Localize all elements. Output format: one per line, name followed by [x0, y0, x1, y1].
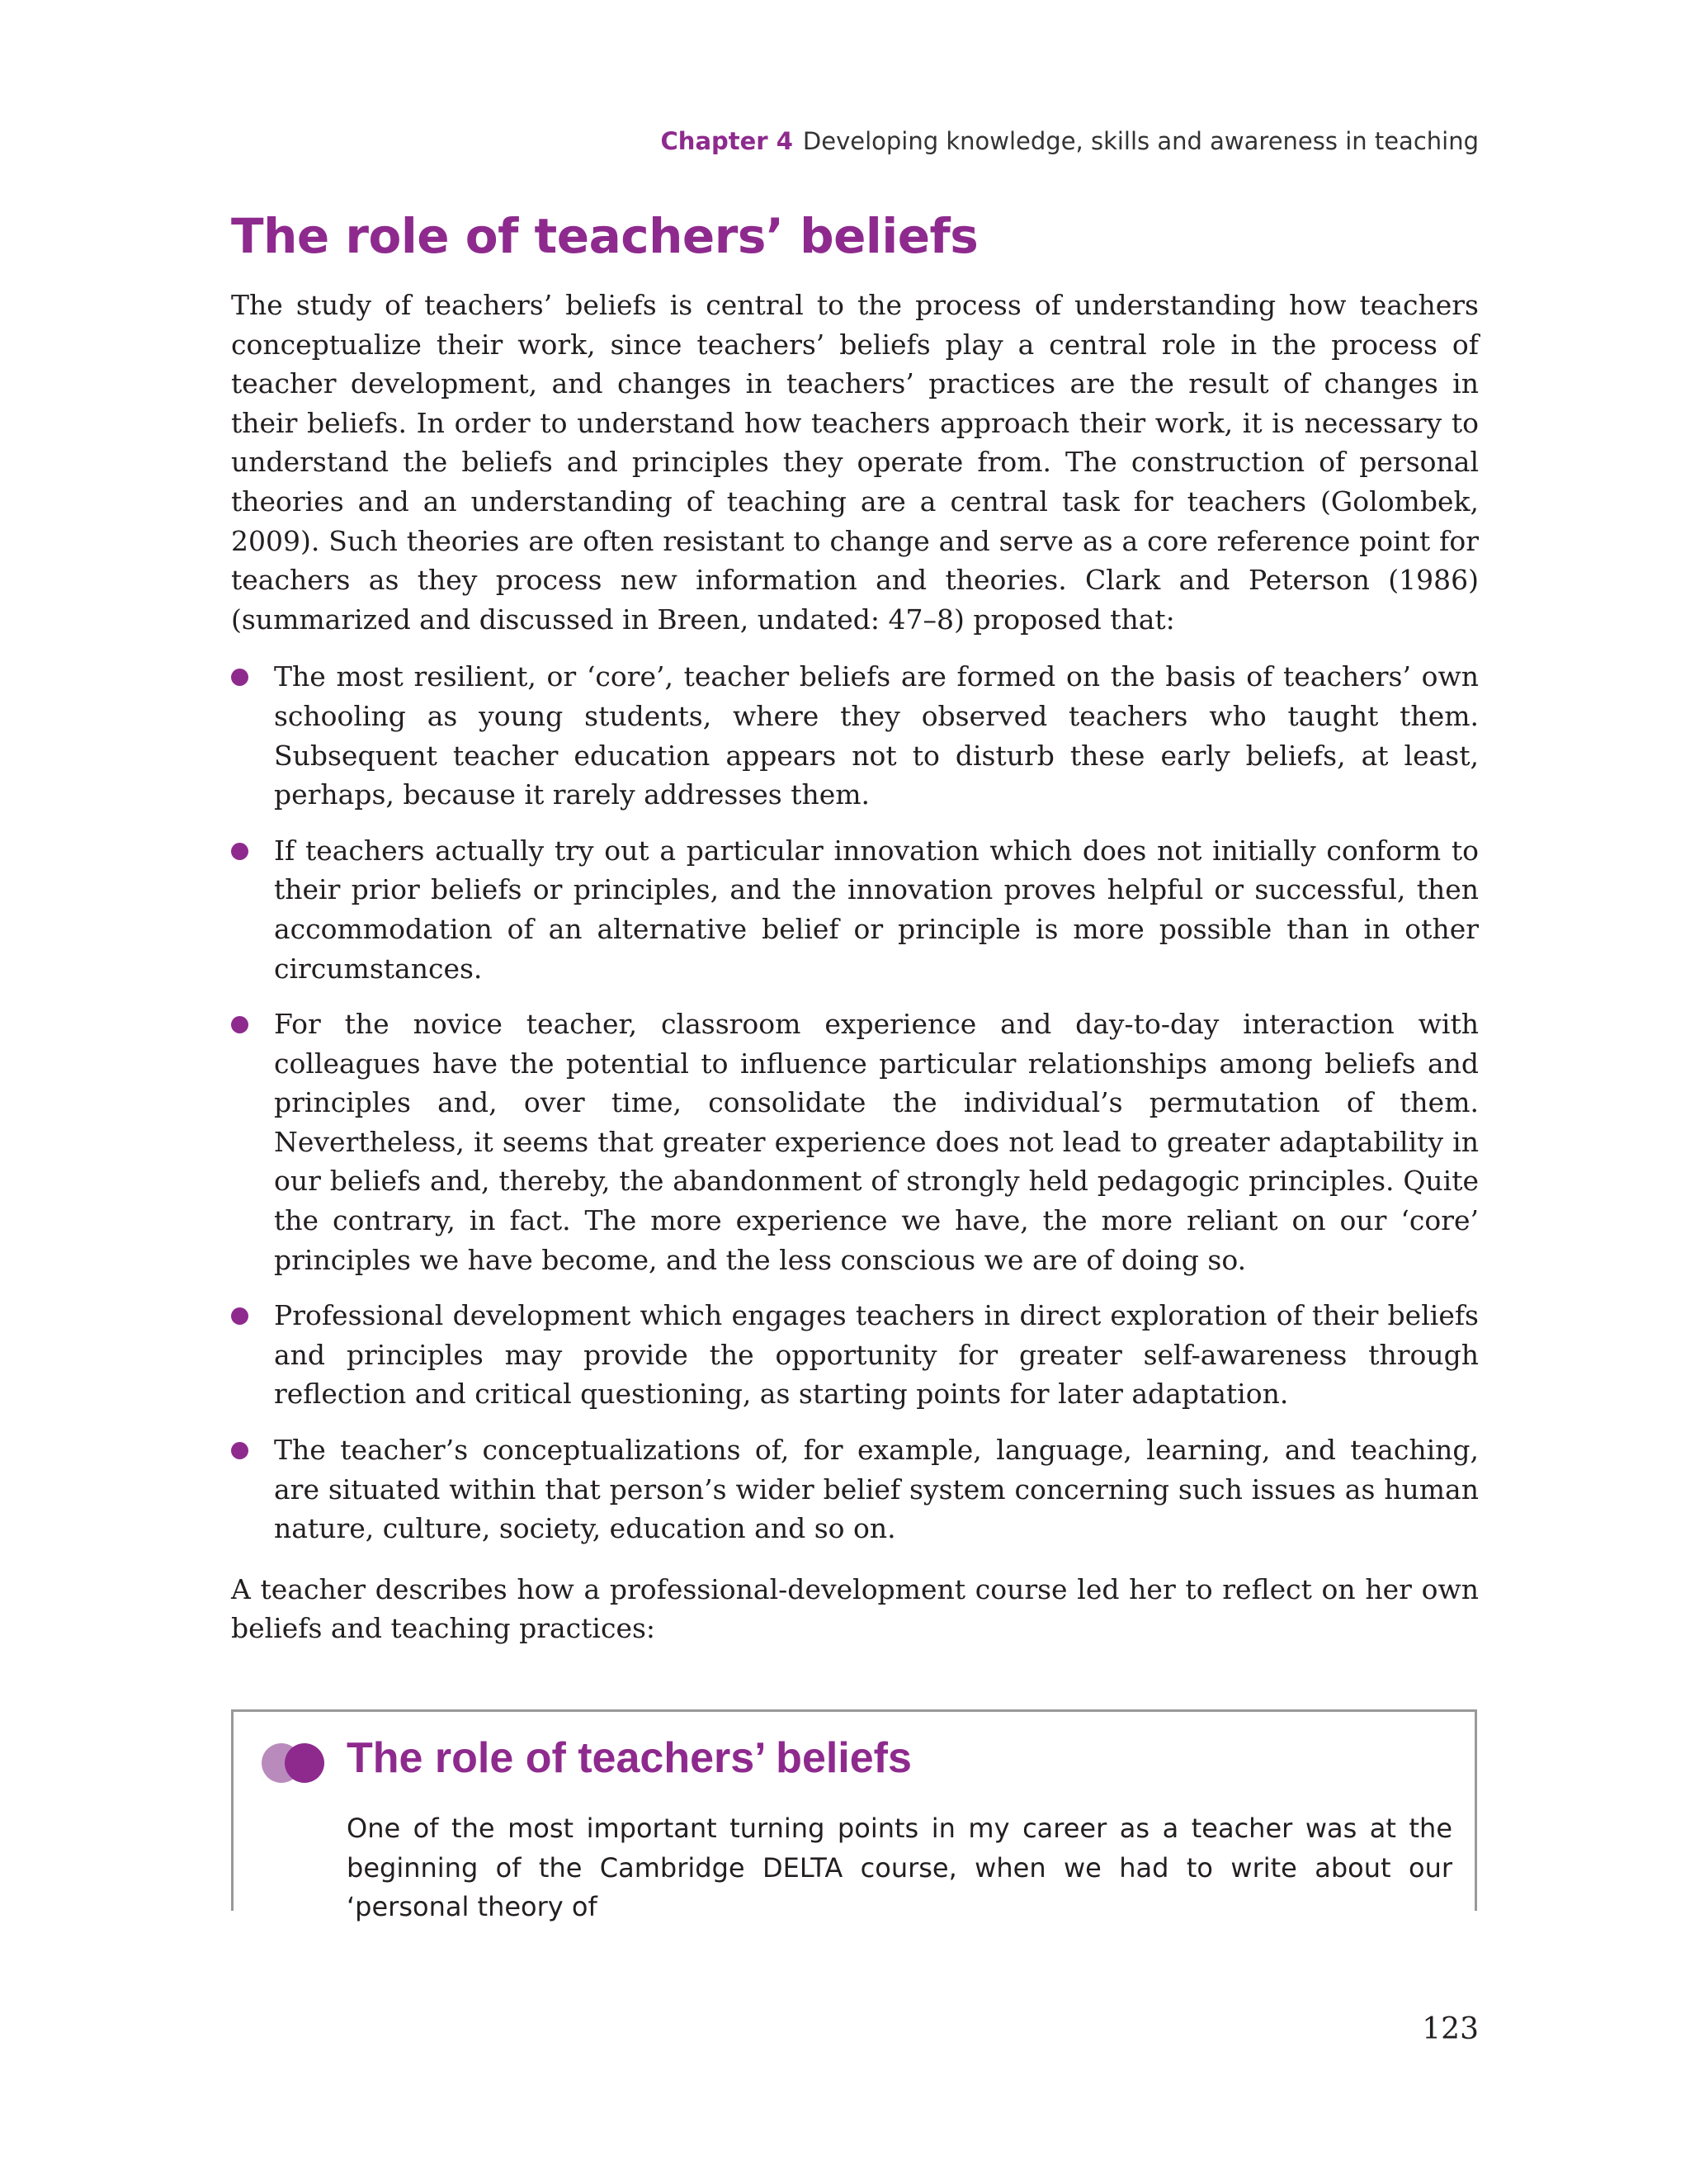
bullet-dot-icon — [231, 1307, 248, 1325]
bullet-list — [231, 657, 1479, 1548]
intro-paragraph: A teacher describes how a professional-development course led her to reflect on her own beliefs and teaching practices: — [231, 1572, 1479, 1645]
chapter-label: Chapter 4 — [660, 127, 793, 155]
chapter-title: Developing knowledge, skills and awareness in teaching — [802, 127, 1479, 155]
page-number: 123 — [1422, 2012, 1479, 2046]
body-paragraph: The study of teachers’ beliefs is central to the process of understanding how teachers conceptualize their work, since teachers’ beliefs play a central role in the process of teacher development, and changes in teachers’ practices are the result of changes in their beliefs. In order to understand how teachers approach their work, it is necessary to understand the beliefs and principles they operate from. The construction of personal theories and an understanding of teaching are a central task for teachers (Golombek, 2009). Such theories are often resistant to change and serve as a core reference point for teachers as they process new information and theories. Clark and Peterson (1986) (summarized and discussed in Breen, undated: 47–8) proposed that: — [231, 289, 1479, 636]
list-item-text: Professional development which engages teachers in direct exploration of their beliefs and principles may provide the opportunity for greater self-awareness through reflection and critical questioning, as starting points for later adaptation. — [274, 1299, 1479, 1411]
list-item — [231, 1430, 1479, 1548]
list-item-text: For the novice teacher, classroom experience and day-to-day interaction with colleagues have the potential to influence particular relationships among beliefs and principles and, over time, consolidate the individual’s permutation of them. Nevertheless, it seems that greater experience does not lead to greater adaptability in our beliefs and, thereby, the abandonment of strongly held pedagogic principles. Quite the contrary, in fact. The more experience we have, the more reliant on our ‘core’ principles we have become, and the less conscious we are of doing so. — [274, 1008, 1479, 1276]
quote-box — [231, 1709, 1477, 1923]
section-title: The role of teachers’ beliefs — [231, 208, 979, 264]
list-item-text: The most resilient, or ‘core’, teacher beliefs are formed on the basis of teachers’ own schooling as young students, where they observed teachers who taught them. Subsequent teacher education appears not to disturb these early beliefs, at least, perhaps, because it rarely addresses them. — [274, 660, 1479, 811]
bullet-dot-icon — [231, 843, 248, 860]
bullet-dot-icon — [231, 1442, 248, 1459]
box-title: The role of teachers’ beliefs — [347, 1734, 912, 1782]
list-item-text: If teachers actually try out a particular innovation which does not initially conform to their prior beliefs or principles, and the innovation proves helpful or successful, then accommodation of an alternative belief or principle is more possible than in other circumstances. — [274, 834, 1479, 985]
main-content — [231, 208, 1479, 1648]
list-item — [231, 1296, 1479, 1414]
box-text: One of the most important turning points in my career as a teacher was at the beginning of the Cambridge DELTA course, when we had to write about our ‘personal theory of — [347, 1813, 1452, 1923]
list-item — [231, 1005, 1479, 1279]
list-item-text: The teacher’s conceptualizations of, for example, language, learning, and teaching, are situated within that person’s wider belief system concerning such issues as human nature, culture, society, education and so on. — [274, 1434, 1479, 1545]
list-item — [231, 657, 1479, 814]
bullet-dot-icon — [231, 1016, 248, 1033]
bullet-dot-icon — [231, 669, 248, 686]
list-item — [231, 831, 1479, 988]
running-head — [661, 127, 1479, 155]
two-circles-icon — [262, 1740, 328, 1786]
